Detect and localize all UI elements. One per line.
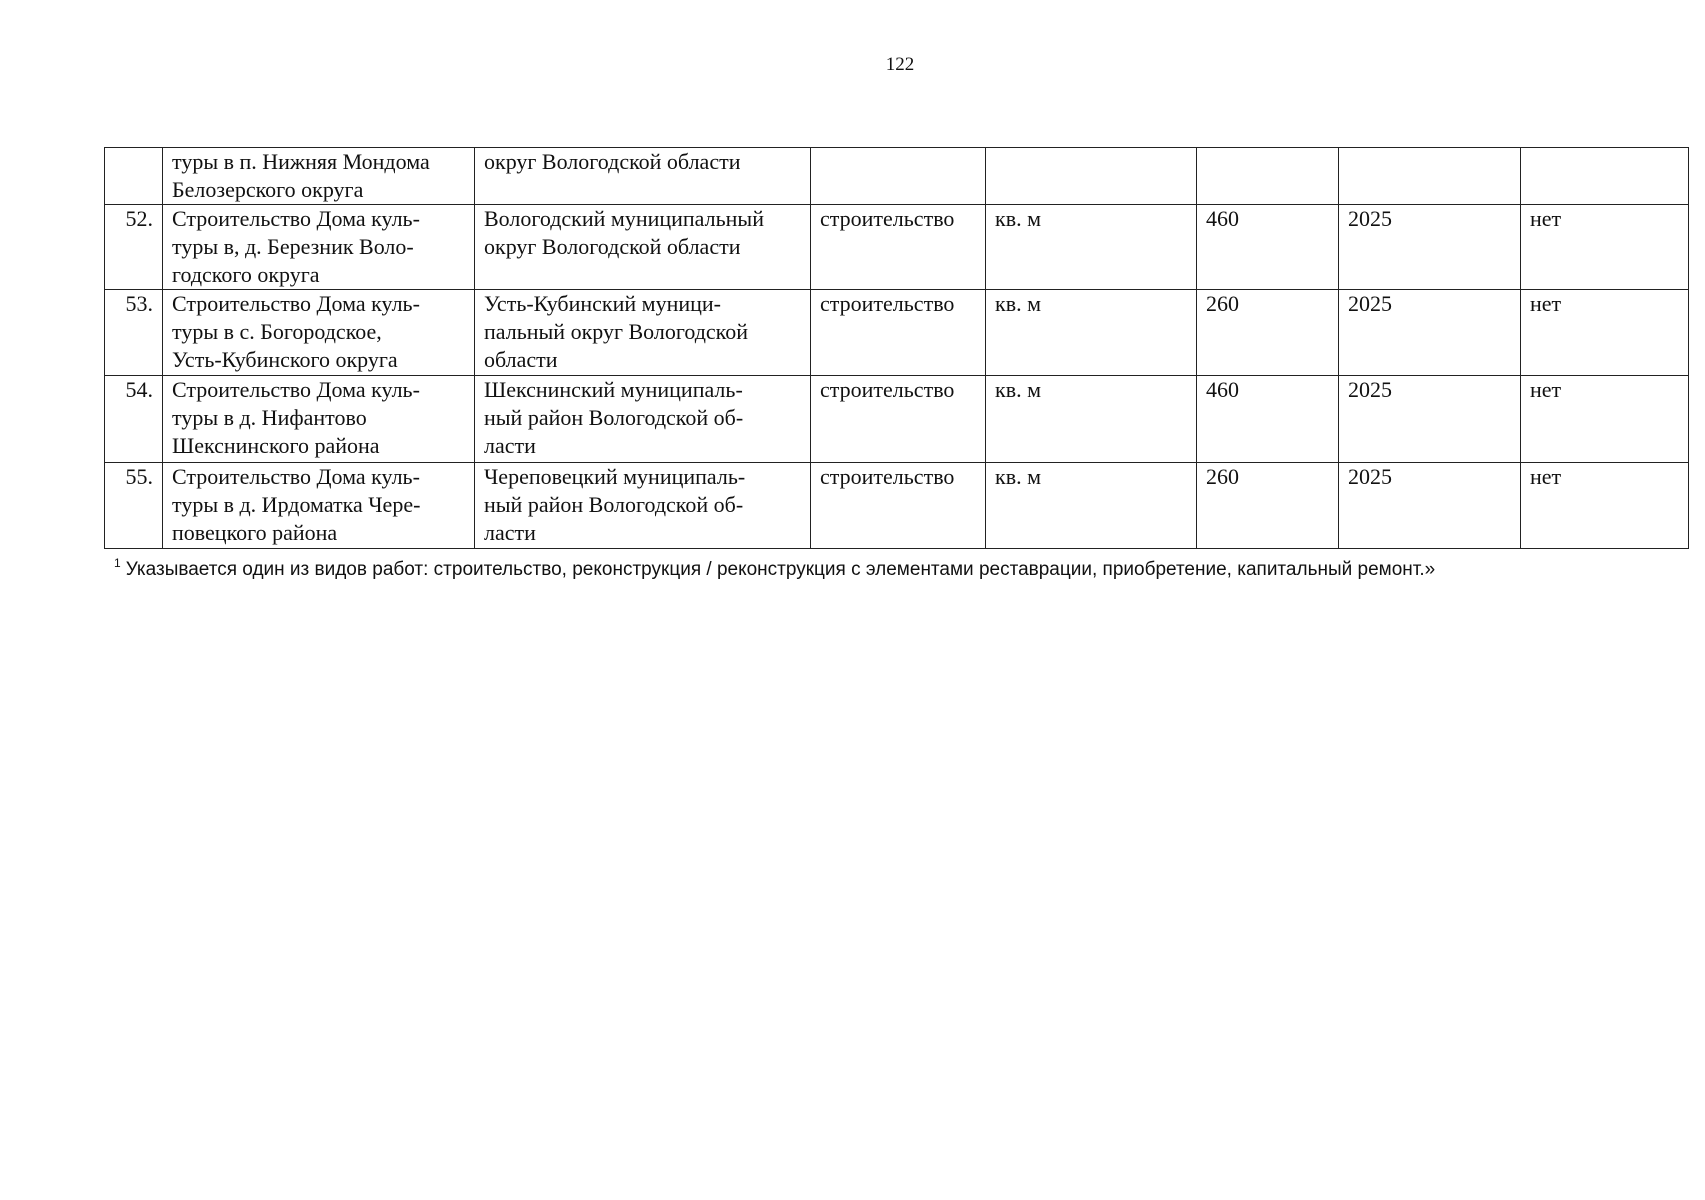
capacity-text: 460 bbox=[1206, 206, 1239, 231]
row-number-text: 55. bbox=[125, 464, 153, 489]
note-text: нет bbox=[1530, 377, 1562, 402]
municipality-line: округ Вологодской области bbox=[484, 234, 741, 259]
table-row bbox=[105, 148, 1689, 205]
municipality-line: Череповецкий муниципаль- bbox=[484, 464, 746, 489]
cell-capacity bbox=[1197, 205, 1339, 290]
footnote-text: Указывается один из видов работ: строительство, реконструкция / реконструкция с элементами реставрации, приобретение, капитальный ремонт.» bbox=[125, 559, 1436, 580]
unit-text: кв. м bbox=[995, 291, 1041, 316]
object-name-line: повецкого района bbox=[172, 520, 338, 545]
cell-capacity bbox=[1197, 463, 1339, 549]
municipality-line: ный район Вологодской об- bbox=[484, 405, 744, 430]
object-name-line: Шекснинского района bbox=[172, 433, 380, 458]
cell-capacity bbox=[1197, 290, 1339, 376]
cell-unit bbox=[986, 376, 1197, 463]
unit-text: кв. м bbox=[995, 377, 1041, 402]
cell-work-type bbox=[811, 205, 986, 290]
table-row bbox=[105, 205, 1689, 290]
cell-note bbox=[1521, 148, 1689, 205]
capacity-text: 460 bbox=[1206, 377, 1239, 402]
table-row bbox=[105, 290, 1689, 376]
cell-year bbox=[1339, 290, 1521, 376]
year-text: 2025 bbox=[1348, 206, 1392, 231]
capacity-text: 260 bbox=[1206, 464, 1239, 489]
cell-row-number bbox=[105, 463, 163, 549]
cell-municipality bbox=[475, 376, 811, 463]
cell-row-number bbox=[105, 205, 163, 290]
cell-year bbox=[1339, 205, 1521, 290]
object-name-line: Усть-Кубинского округа bbox=[172, 347, 398, 372]
cell-note bbox=[1521, 376, 1689, 463]
cell-object-name bbox=[163, 376, 475, 463]
cell-note bbox=[1521, 205, 1689, 290]
cell-municipality bbox=[475, 148, 811, 205]
cell-municipality bbox=[475, 205, 811, 290]
cell-unit bbox=[986, 148, 1197, 205]
page-number: 122 bbox=[885, 54, 915, 75]
municipality-line: Шекснинский муниципаль- bbox=[484, 377, 743, 402]
cell-note bbox=[1521, 290, 1689, 376]
note-text: нет bbox=[1530, 206, 1562, 231]
table-body bbox=[105, 148, 1689, 549]
row-number-text: 52. bbox=[125, 206, 153, 231]
municipality-line: области bbox=[484, 347, 558, 372]
cell-year bbox=[1339, 463, 1521, 549]
object-name-line: туры в, д. Березник Воло- bbox=[172, 234, 414, 259]
municipality-line: Вологодский муниципальный bbox=[484, 206, 764, 231]
note-text: нет bbox=[1530, 291, 1562, 316]
cell-row-number bbox=[105, 148, 163, 205]
object-name-line: туры в п. Нижняя Мондома bbox=[172, 149, 430, 174]
footnote bbox=[114, 556, 1694, 581]
unit-text: кв. м bbox=[995, 206, 1041, 231]
row-number-text: 53. bbox=[125, 291, 153, 316]
object-name-line: Строительство Дома куль- bbox=[172, 377, 420, 402]
year-text: 2025 bbox=[1348, 377, 1392, 402]
objects-table bbox=[104, 147, 1689, 549]
municipality-line: пальный округ Вологодской bbox=[484, 319, 748, 344]
cell-work-type bbox=[811, 376, 986, 463]
table-row bbox=[105, 463, 1689, 549]
work-type-text: строительство bbox=[820, 291, 955, 316]
cell-row-number bbox=[105, 376, 163, 463]
object-name-line: туры в д. Ирдоматка Чере- bbox=[172, 492, 421, 517]
cell-object-name bbox=[163, 463, 475, 549]
object-name-line: Строительство Дома куль- bbox=[172, 206, 420, 231]
cell-row-number bbox=[105, 290, 163, 376]
note-text: нет bbox=[1530, 464, 1562, 489]
municipality-line: ласти bbox=[484, 433, 536, 458]
cell-capacity bbox=[1197, 376, 1339, 463]
work-type-text: строительство bbox=[820, 377, 955, 402]
cell-object-name bbox=[163, 205, 475, 290]
municipality-line: ный район Вологодской об- bbox=[484, 492, 744, 517]
object-name-line: Строительство Дома куль- bbox=[172, 291, 420, 316]
object-name-line: туры в с. Богородское, bbox=[172, 319, 382, 344]
year-text: 2025 bbox=[1348, 291, 1392, 316]
object-name-line: годского округа bbox=[172, 262, 320, 287]
municipality-line: округ Вологодской области bbox=[484, 149, 741, 174]
object-name-line: туры в д. Нифантово bbox=[172, 405, 367, 430]
year-text: 2025 bbox=[1348, 464, 1392, 489]
cell-unit bbox=[986, 205, 1197, 290]
cell-year bbox=[1339, 148, 1521, 205]
work-type-text: строительство bbox=[820, 206, 955, 231]
row-number-text: 54. bbox=[125, 377, 153, 402]
cell-object-name bbox=[163, 290, 475, 376]
object-name-line: Строительство Дома куль- bbox=[172, 464, 420, 489]
cell-work-type bbox=[811, 290, 986, 376]
unit-text: кв. м bbox=[995, 464, 1041, 489]
cell-work-type bbox=[811, 463, 986, 549]
municipality-line: ласти bbox=[484, 520, 536, 545]
object-name-line: Белозерского округа bbox=[172, 177, 364, 202]
cell-unit bbox=[986, 290, 1197, 376]
cell-note bbox=[1521, 463, 1689, 549]
municipality-line: Усть-Кубинский муници- bbox=[484, 291, 721, 316]
cell-municipality bbox=[475, 290, 811, 376]
cell-work-type bbox=[811, 148, 986, 205]
cell-capacity bbox=[1197, 148, 1339, 205]
cell-object-name bbox=[163, 148, 475, 205]
cell-year bbox=[1339, 376, 1521, 463]
capacity-text: 260 bbox=[1206, 291, 1239, 316]
work-type-text: строительство bbox=[820, 464, 955, 489]
table-row bbox=[105, 376, 1689, 463]
footnote-marker: 1 bbox=[114, 556, 121, 570]
cell-unit bbox=[986, 463, 1197, 549]
cell-municipality bbox=[475, 463, 811, 549]
